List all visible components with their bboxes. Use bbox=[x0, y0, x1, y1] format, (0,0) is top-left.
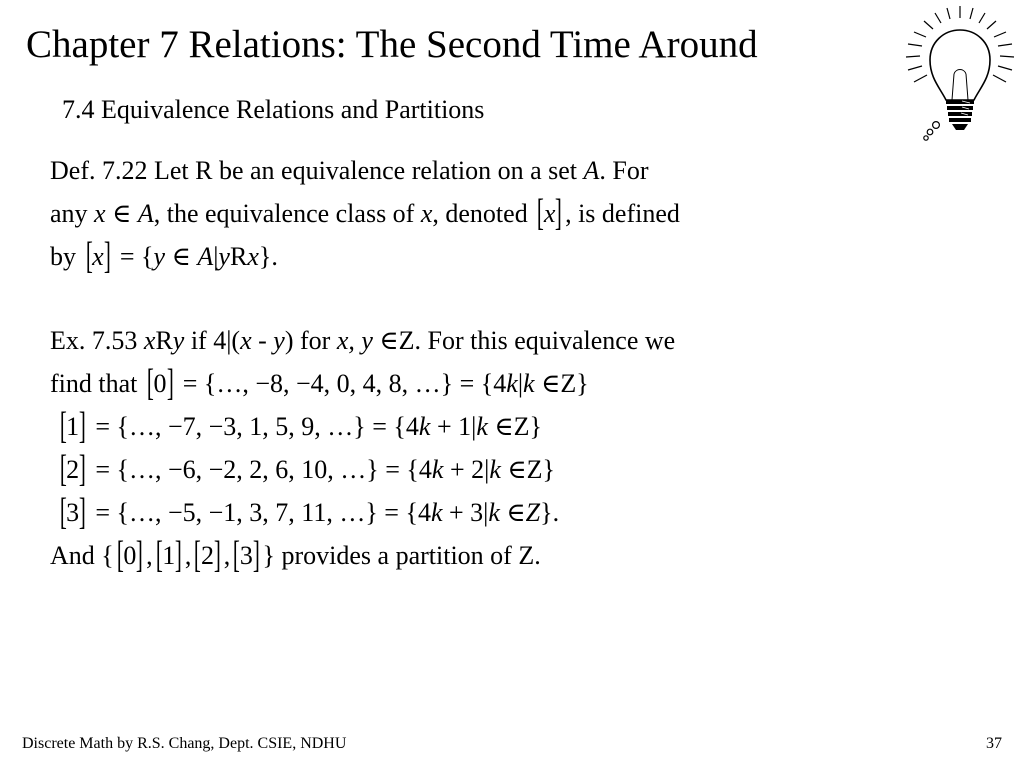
class-label: 1 bbox=[66, 412, 80, 441]
class-set: = {…, −5, −1, 3, 7, 11, …} = {4 bbox=[88, 498, 431, 527]
element-of-symbol: ∈ bbox=[499, 498, 526, 527]
class-label: 3 bbox=[66, 498, 80, 527]
element-variable: x bbox=[543, 199, 556, 228]
set-builder-close: }. bbox=[258, 242, 278, 271]
footer-text: Discrete Math by R.S. Chang, Dept. CSIE, NDHU bbox=[22, 735, 347, 752]
example-label: Ex. 7.53 bbox=[50, 326, 144, 355]
right-bracket: ] bbox=[79, 491, 86, 533]
relation-symbol: R bbox=[229, 242, 248, 271]
right-bracket: ] bbox=[103, 235, 111, 277]
example-paragraph bbox=[50, 319, 910, 577]
example-line-2 bbox=[50, 362, 910, 405]
right-bracket: ] bbox=[79, 448, 86, 490]
example-line-1 bbox=[50, 319, 910, 362]
find-that-text: find that bbox=[50, 369, 144, 398]
element-variable: x bbox=[420, 199, 433, 228]
k-variable: k bbox=[430, 498, 443, 527]
right-bracket: ] bbox=[555, 192, 563, 234]
minus-sign: - bbox=[251, 326, 274, 355]
right-bracket: ] bbox=[166, 362, 174, 404]
class-set: = {…, −8, −4, 0, 4, 8, …} = {4 bbox=[176, 369, 507, 398]
defined-text: , is defined bbox=[565, 199, 680, 228]
definition-line-1 bbox=[50, 149, 910, 192]
k-variable: k bbox=[506, 369, 518, 398]
slide-title: Chapter 7 Relations: The Second Time Around bbox=[26, 23, 758, 66]
class-label: 0 bbox=[123, 541, 137, 570]
y-variable: y bbox=[172, 326, 185, 355]
and-text: And { bbox=[50, 541, 114, 570]
left-bracket: [ bbox=[146, 362, 154, 404]
class-text: , the equivalence class of bbox=[153, 199, 421, 228]
set-variable: A bbox=[583, 156, 600, 185]
any-word: any bbox=[50, 199, 95, 228]
set-variable: A bbox=[197, 242, 214, 271]
variables-xy: x, y bbox=[336, 326, 373, 355]
equivalence-class-2 bbox=[50, 448, 910, 491]
left-bracket: [ bbox=[59, 448, 67, 490]
k-variable: k bbox=[418, 412, 431, 441]
element-of-symbol: ∈ bbox=[165, 242, 198, 271]
y-variable: y bbox=[273, 326, 285, 355]
definition-line-3 bbox=[50, 235, 910, 278]
element-variable: x bbox=[247, 242, 259, 271]
class-mid: + 1| bbox=[430, 412, 477, 441]
set-variable: A bbox=[137, 199, 154, 228]
k-variable: k bbox=[523, 369, 535, 398]
left-bracket: [ bbox=[537, 192, 545, 234]
class-tail: ∈Z} bbox=[487, 412, 542, 441]
class-tail: }. bbox=[540, 498, 560, 527]
right-bracket: ] bbox=[79, 405, 86, 447]
class-set: = {…, −6, −2, 2, 6, 10, …} = {4 bbox=[88, 455, 432, 484]
k-variable: k bbox=[488, 498, 500, 527]
set-builder-open: = { bbox=[113, 242, 154, 271]
slide-subtitle: 7.4 Equivalence Relations and Partitions bbox=[62, 95, 485, 124]
class-label: 3 bbox=[239, 541, 253, 570]
y-variable: y bbox=[218, 242, 230, 271]
denoted-text: , denoted bbox=[432, 199, 535, 228]
comma: , bbox=[146, 541, 153, 570]
right-bracket: ] bbox=[213, 534, 221, 576]
right-bracket: ] bbox=[252, 534, 260, 576]
element-variable: x bbox=[92, 242, 104, 271]
class-mid: + 2| bbox=[443, 455, 490, 484]
partition-tail: } provides a partition of Z. bbox=[262, 541, 541, 570]
for-text: ) for bbox=[284, 326, 337, 355]
relation-symbol: R bbox=[155, 326, 173, 355]
k-variable: k bbox=[476, 412, 488, 441]
class-label: 0 bbox=[153, 369, 167, 398]
if-text: if 4|( bbox=[184, 326, 241, 355]
x-variable: x bbox=[143, 326, 156, 355]
left-bracket: [ bbox=[233, 534, 241, 576]
right-bracket: ] bbox=[136, 534, 144, 576]
left-bracket: [ bbox=[59, 491, 67, 533]
equivalence-class-3 bbox=[50, 491, 910, 534]
k-variable: k bbox=[431, 455, 444, 484]
such-that-bar: | bbox=[213, 242, 219, 271]
in-integers-text: ∈Z. For this equivalence we bbox=[372, 326, 676, 355]
right-bracket: ] bbox=[175, 534, 183, 576]
class-label: 2 bbox=[66, 455, 80, 484]
class-tail: ∈Z} bbox=[534, 369, 589, 398]
x-variable: x bbox=[240, 326, 252, 355]
class-label: 1 bbox=[162, 541, 176, 570]
lightbulb-icon bbox=[900, 4, 1020, 144]
class-set: = {…, −7, −3, 1, 5, 9, …} = {4 bbox=[88, 412, 419, 441]
definition-line-2 bbox=[50, 192, 910, 235]
left-bracket: [ bbox=[59, 405, 67, 447]
class-tail: ∈Z} bbox=[500, 455, 555, 484]
page-number: 37 bbox=[986, 735, 1002, 752]
class-label: 2 bbox=[201, 541, 215, 570]
such-that-bar: | bbox=[517, 369, 524, 398]
comma: , bbox=[184, 541, 192, 570]
by-word: by bbox=[50, 242, 83, 271]
definition-intro-tail: . For bbox=[599, 156, 649, 185]
left-bracket: [ bbox=[155, 534, 163, 576]
equivalence-class-1 bbox=[50, 405, 910, 448]
left-bracket: [ bbox=[116, 534, 124, 576]
comma: , bbox=[223, 541, 231, 570]
k-variable: k bbox=[489, 455, 501, 484]
definition-intro: Def. 7.22 Let R be an equivalence relation on a set bbox=[50, 156, 584, 185]
integers-symbol: Z bbox=[525, 498, 541, 527]
element-of-symbol: ∈ bbox=[105, 199, 138, 228]
left-bracket: [ bbox=[85, 235, 93, 277]
element-variable: x bbox=[94, 199, 106, 228]
definition-paragraph bbox=[50, 149, 910, 278]
y-variable: y bbox=[153, 242, 166, 271]
left-bracket: [ bbox=[194, 534, 202, 576]
partition-statement bbox=[50, 534, 910, 577]
class-mid: + 3| bbox=[442, 498, 489, 527]
